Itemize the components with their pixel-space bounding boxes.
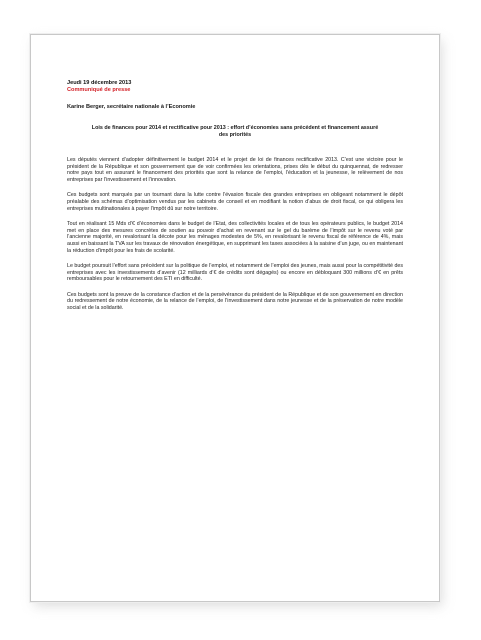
paragraph-4: Le budget poursuit l’effort sans précédent sur la politique de l’emploi, et notamment de l’emploi des jeunes, mais aussi pour la compétitivité des entreprises avec les investissements d’avenir (12 milliards d’€ de crédits sont dégagés) ou encore en débloquant 300 millions d’€ en prêts remboursables pour le retournement des ETI en difficulté. [67, 263, 403, 283]
paragraph-2: Ces budgets sont marqués par un tournant dans la lutte contre l’évasion fiscale des grandes entreprises en obligeant notamment le dépôt préalable des schémas d’optimisation vendus par les cabinets de conseil et en modifiant la notion d’abus de droit fiscal, ce qui obligera les entreprises multinationales à payer l’impôt dû sur notre territoire. [67, 192, 403, 212]
paragraph-5: Ces budgets sont la preuve de la constance d’action et de la persévérance du président de la République et de son gouvernement en direction du redressement de notre économie, de la relance de l’emploi, de l’investissement dans notre jeunesse et de la préservation de notre modèle social et de la solidarité. [67, 291, 403, 312]
document-date: Jeudi 19 décembre 2013 [67, 80, 132, 86]
press-release-label: Communiqué de presse [67, 86, 131, 93]
document-content [67, 80, 403, 317]
document-page [30, 34, 440, 602]
document-title: Lois de finances pour 2014 et rectificative pour 2013 : effort d’économies sans précédent et financement assuré des priorités [91, 125, 379, 139]
paragraph-3: Tout en réalisant 15 Mds d’€ d’économies dans le budget de l’Etat, des collectivités locales et de tous les opérateurs publics, le budget 2014 met en place des mesures concrètes de soutien au pouvoir d’achat en revenant sur le gel du barème de l’impôt sur le revenu voté par l’ancienne majorité, en revalorisant la décote pour les ménages modestes de 5%, en revalorisant le revenu fiscal de référence de 4%, mais aussi en baissant la TVA sur les travaux de rénovation énergétique, en supprimant les taxes associées à la saisine d’un juge, ou en maintenant la réduction d’impôt pour les frais de scolarité. [67, 221, 403, 254]
document-author: Karine Berger, secrétaire nationale à l’Economie [67, 103, 196, 110]
paragraph-1: Les députés viennent d’adopter définitivement le budget 2014 et le projet de loi de finances rectificative 2013. C’est une victoire pour le président de la République et son gouvernement que de voir confirmées les orientations, prises dès le début du quinquennat, de redresser notre pays tout en assurant le financement des priorités que sont la relance de l’emploi, l’éducation et la jeunesse, le relèvement de nos entreprises par l’investissement et l’innovation. [67, 156, 403, 183]
